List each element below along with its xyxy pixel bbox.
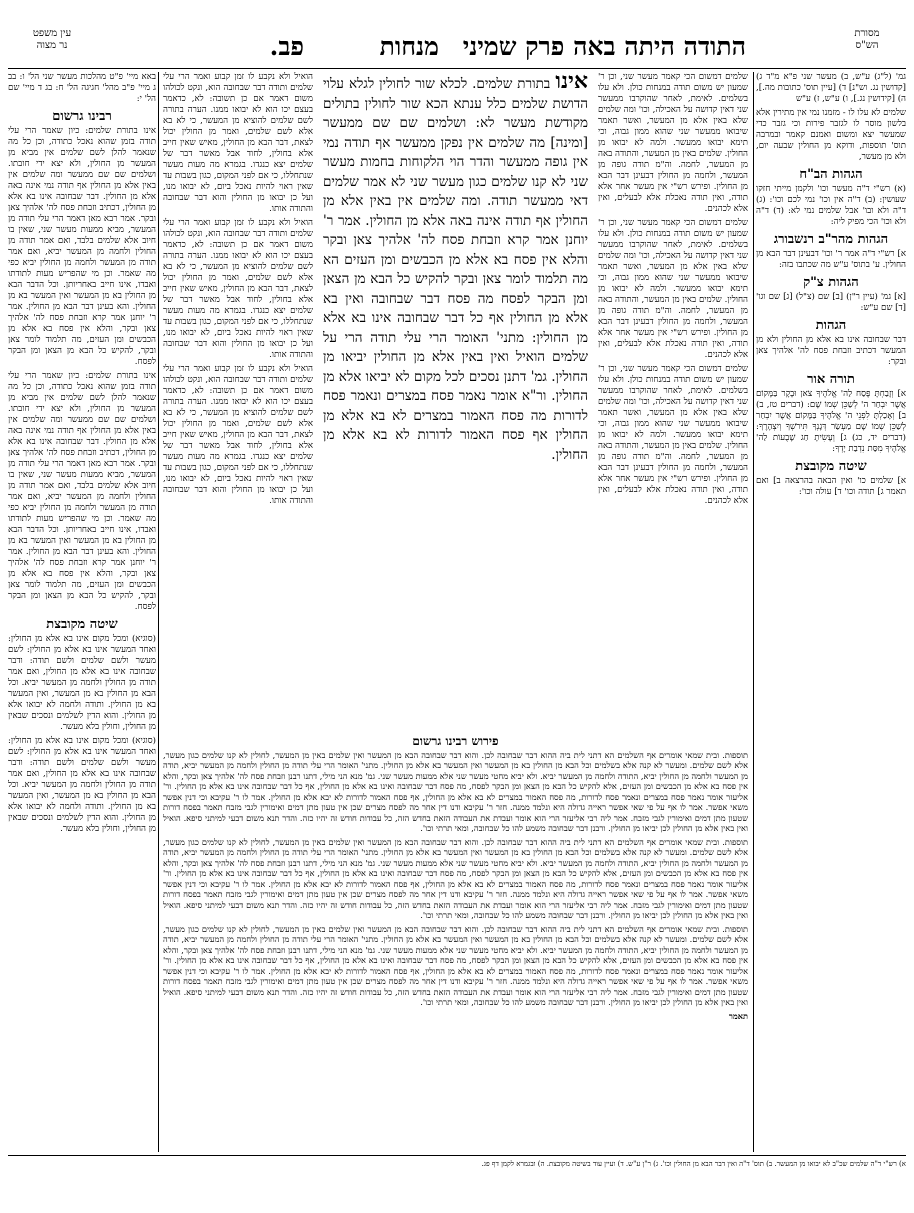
section-body: א] שלמים כו' ואין הבאה בהרצאה ב] ואם תאמר ג] תודה וכו' ד] עולה וכו':: [756, 476, 906, 497]
tractate-title: מנחות: [379, 32, 439, 61]
footnotes: א) רש"י ד"ה שלמים שכ"ב לא יבואו מן המעשר. ב) תוס' ד"ה ואין דבר הבא מן החולין וכו'. ג) ר"ן ע"ש. ד) ועיין עוד בשיטה מקובצת. ה) ובגמרא לקמן דף פג.: [481, 1160, 906, 1168]
header-label: עין משפט: [32, 28, 72, 39]
bottom-body: תוספות. ובית שמאי אומרים אף השלמים הא דתני לית ביה ההוא דבר שבחובה לכן. והוא דבר שבחובה הבא מן המעשר ואין שלמים באין מן המעשר, לחולין לא קנו שלמים כגון מעשר, אלא לשם שלמים. ומעשר לא קנה אלא בשלמים וכל הבא מן החולין בא מן המעשר ואין המעשר בא אלא מן החולין. מתני' האומר הרי עלי תודה מן החולין ולחמה מן המעשר יביא, תודה מן המעשר ולחמה מן החולין יביא, התודה ולחמה מן המעשר יביא. ולא יביא מחטי מעשר שני אלא ממעות מעשר שני. גמ' מנא הני מילי, דתנו רבנן וזבחת פסח לה' אלהיך צאן ובקר, והלא אין פסח בא אלא מן הכבשים ומן העזים, אלא להקיש כל הבא מן הצאן ומן הבקר לפסח, מה פסח דבר שבחובה ואינו בא אלא מן החולין, אף כל דבר שבחובה אינו בא אלא מן החולין. ור' אליעזר אומר נאמר פסח במצרים ונאמר פסח לדורות, מה פסח האמור במצרים לא בא אלא מן החולין, אף פסח האמור לדורות לא יבא אלא מן החולין. אמר לו ר' עקיבא וכי דנין אפשר משאי אפשר. אמר לו אף על פי שאי אפשר ראייה גדולה היא ונלמד ממנה. חזר ר' עקיבא ודנו דין אחר מה לפסח מצרים שכן אין טעון מתן דמים ואימורין לגבי מזבח תאמר בפסח דורות שטעון מתן דמים ואימורין לגבי מזבח. אמר ליה רבי אליעזר הרי הוא אומר ועבדת את העבודה הזאת בחדש הזה, כל עבודות חודש זה יהיו כזה. והדר תנא משום דבעי למיתני סיפא. הואיל ואין באין אלא מן החולין לכן יביאו מן החולין. ורבנן דבר שבחובה משמע להו כל שבחובה, ומאי תרתי וכו'.: [163, 749, 748, 833]
tosafot-commentary: [163, 72, 313, 722]
shita-text: (סוגיא) ומכל מקום אינו בא אלא מן החולין: ואחד המעשר אינו בא אלא מן החולין: לשם מעשר ולשם שלמים ולשם תודה: ודבר שבחובה אינו בא אלא מן החולין, ואם אמר תודה מן החולין ולחמה מן המעשר יביא. וכל הבא מן החולין בא מן המעשר, ואין המעשר בא מן החולין. ותודה ולחמה לא יבואו אלא מן החולין. והוא הדין לשלמים ונסכים שבאין מן החולין, וחולין בלא מעשר.: [8, 634, 156, 732]
section-heading: הגהות מהר"ב רנשבורג: [773, 232, 889, 247]
gemara-body: בתורת שלמים. לכלא שור לחולין לגלא עלוי הדושת שלמים כלל ענתא הכא שור לחולין בתולים מקודשת מעשר לא: ושלמים שם שם ממעשר [ומינה] מה שלמים אין נפקן ממעשר אף תודה נמי אין גופה ממעשר והדר הוי הלקוחות בחמות מעשר שני לא קנו שלמים כגון מעשר שני לא אמר שלמים דאי ממעשר תודה. ומה שלמים אין באין אלא מן החולין אף תודה אינה באה אלא מן החולין. אמר ר' יוחנן אמר קרא וזבחת פסח לה' אלהיך צאן ובקר והלא אין פסח בא אלא מן הכבשים ומן העזים הא מה תלמוד לומר צאן ובקר להקיש כל הבא מן הצאן ומן הבקר לפסח מה פסח דבר שבחובה ואין בא אלא מן החולין אף כל דבר שבחובה אינו בא אלא מן החולין: מתני' האומר הרי עלי תודה הרי על שלמים הואיל ואין באין אלא מן החולין יביאו מן החולין. גמ' דתנן נסכים לכל מקום לא יביאו אלא מן החולין. ור"א אומר נאמר פסח במצרים ונאמר פסח לדורות מה פסח האמור במצרים לא בא אלא מן החולין אף פסח האמור לדורות לא בא אלא מן החולין.: [323, 76, 588, 463]
ein-mishpat-notes: באא מיי' פ"ט מהלכות מעשר שני הל' ו: בב ג מיי' פ"ב מהל' חגיגה הל' ח: בג ד מיי' שם הל' י:: [8, 72, 156, 104]
section-heading: שיטה מקובצת: [46, 617, 118, 632]
rashi-text: שלמים דמשום הכי קאמר מעשר שני, וכן ר' שמעון יש משום תודה במנחות כולן. ולא עלו בשלמים. לאימת, לאחר שהוקרבו ממעשר שני דאין קדושה על האכילה, וכו' ומה שלמים שלא באין אלא מן המעשר, ואשר תאמר שיבואו ממעשר שני שהוא ממון גבוה, וכי תימא יבואו ממעשר. ולמה לא יבואו מן החולין. שלמים באין מן המעשר, והתודה באה מן המעשר, לחמה. וה"מ תודה גופה מן המעשר, ולחמה מן החולין דבעינן דבר הבא מן החולין. ופירש רש"י אין מעשר אחר אלא תודה, ואין תודה נאכלת אלא לבעלים, ואין אלא לכהנים.: [598, 218, 748, 360]
section-heading: הגהות הב"ח: [799, 167, 863, 182]
bottom-body: תוספות. ובית שמאי אומרים אף השלמים הא דתני לית ביה ההוא דבר שבחובה לכן. והוא דבר שבחובה הבא מן המעשר ואין שלמים באין מן המעשר, לחולין לא קנו שלמים כגון מעשר, אלא לשם שלמים. ומעשר לא קנה אלא בשלמים וכל הבא מן החולין בא מן המעשר ואין המעשר בא אלא מן החולין. מתני' האומר הרי עלי תודה מן החולין ולחמה מן המעשר יביא, תודה מן המעשר ולחמה מן החולין יביא, התודה ולחמה מן המעשר יביא. ולא יביא מחטי מעשר שני אלא ממעות מעשר שני. גמ' מנא הני מילי, דתנו רבנן וזבחת פסח לה' אלהיך צאן ובקר, והלא אין פסח בא אלא מן הכבשים ומן העזים, אלא להקיש כל הבא מן הצאן ומן הבקר לפסח, מה פסח דבר שבחובה ואינו בא אלא מן החולין, אף כל דבר שבחובה אינו בא אלא מן החולין. ור' אליעזר אומר נאמר פסח במצרים ונאמר פסח לדורות, מה פסח האמור במצרים לא בא אלא מן החולין, אף פסח האמור לדורות לא יבא אלא מן החולין. אמר לו ר' עקיבא וכי דנין אפשר משאי אפשר. אמר לו אף על פי שאי אפשר ראייה גדולה היא ונלמד ממנה. חזר ר' עקיבא ודנו דין אחר מה לפסח מצרים שכן אין טעון מתן דמים ואימורין לגבי מזבח תאמר בפסח דורות שטעון מתן דמים ואימורין לגבי מזבח. אמר ליה רבי אליעזר הרי הוא אומר ועבדת את העבודה הזאת בחדש הזה, כל עבודות חודש זה יהיו כזה. והדר תנא משום דבעי למיתני סיפא. הואיל ואין באין אלא מן החולין לכן יביאו מן החולין. ורבנן דבר שבחובה משמע להו כל שבחובה, ומאי תרתי וכו'.: [163, 923, 748, 1007]
rabbenu-gershom-text: אינו בתורת שלמים: כיון שאמר הרי עלי תודה בזמן שהוא נאכל כתודה, וכן כל מה שנאמר להלן לשם שלמים אין מביא מן המעשר מן החולין, ולא יצא ידי חובתו. ושלמים שם שם ממעשר ומה שלמים אין באין אלא מן החולין אף תודה נמי אינה באה אלא מן החולין. דבר שבחובה אינו בא אלא מן החולין, דכתיב וזבחת פסח לה' אלהיך צאן ובקר. אמר רבא מאן דאמר הרי עלי תודה מן המעשר, מביא ממעות מעשר שני, שאין בו חיוב אלא שלמים בלבד, ואם אמר תודה מן החולין ולחמה מן המעשר יביא, ואם אמר תודה מן המעשר ולחמה מן החולין יביא כפי מה שאמר. וכן מי שהפריש מעות לתודתו ואבדו, אינו חייב באחריותן. וכל הדבר הבא מן החולין בא מן המעשר ואין המעשר בא מן החולין. והא בעינן דבר הבא מן החולין. אמר ר' יוחנן אמר קרא וזבחת פסח לה' אלהיך צאן ובקר, והלא אין פסח בא אלא מן הכבשים ומן העזים, מה תלמוד לומר צאן ובקר, להקיש כל הבא מן הצאן ומן הבקר לפסח.: [8, 126, 156, 367]
section-heading: רבינו גרשום: [52, 109, 112, 124]
ein-mishpat-label: [12, 28, 92, 52]
masoret-notes: גמ' (ל"ג) ע"ש, ב) מעשר שני פ"א מ"ד ג) [קדושין נג. וש"נ] ד) [עיין תוס' כתובות מה.], ה) [קידושין נג.], ו) ע"ש, ז) ע"ש: [756, 72, 906, 104]
shita-text: (סוגיא) ומכל מקום אינו בא אלא מן החולין: ואחד המעשר אינו בא אלא מן החולין: לשם מעשר ולשם שלמים ולשם תודה: ודבר שבחובה אינו בא אלא מן החולין, ואם אמר תודה מן החולין ולחמה מן המעשר יביא. וכל הבא מן החולין בא מן המעשר, ואין המעשר בא מן החולין. ותודה ולחמה לא יבואו אלא מן החולין. והוא הדין לשלמים ונסכים שבאין מן החולין, וחולין בלא מעשר.: [8, 736, 156, 834]
tosafot-text: הואיל ולא נקבע לו זמן קבוע ואמר הרי עלי שלמים ותודה דבר שבחובה הוא, ונקט לכולהו משום דאמר אם כן תשובה: לא, כדאמר בעצם יכו הוא לא יבואו ממנו. הערה בתורה לשם שלמים להוציא מן המעשר, כי לא בא אלא לשם שלמים, ואמר מן החולין יכול לצאת, דבר הבא מן החולין, מאיש שאין חייב אלא בחולין, לחוד אבל מאשר דבר של שלמים יצא כנגדו. בגמרא מה מעות מעשר שנתחללו, כי אם לפני המקום, כגון בשבות עד שאין ראוי להיות נאכל ביום, לא יבואו מנו, ועל כן יבואו מן החולין והוא דבר שבחובה והתודה אותו.: [163, 218, 313, 360]
bottom-body: תוספות. ובית שמאי אומרים אף השלמים הא דתני לית ביה ההוא דבר שבחובה לכן. והוא דבר שבחובה הבא מן המעשר ואין שלמים באין מן המעשר, לחולין לא קנו שלמים כגון מעשר, אלא לשם שלמים. ומעשר לא קנה אלא בשלמים וכל הבא מן החולין בא מן המעשר ואין המעשר בא אלא מן החולין. מתני' האומר הרי עלי תודה מן החולין ולחמה מן המעשר יביא, תודה מן המעשר ולחמה מן החולין יביא, התודה ולחמה מן המעשר יביא. ולא יביא מחטי מעשר שני אלא ממעות מעשר שני. גמ' מנא הני מילי, דתנו רבנן וזבחת פסח לה' אלהיך צאן ובקר, והלא אין פסח בא אלא מן הכבשים ומן העזים, אלא להקיש כל הבא מן הצאן ומן הבקר לפסח, מה פסח דבר שבחובה ואינו בא אלא מן החולין, אף כל דבר שבחובה אינו בא אלא מן החולין. ור' אליעזר אומר נאמר פסח במצרים ונאמר פסח לדורות, מה פסח האמור במצרים לא בא אלא מן החולין, אף פסח האמור לדורות לא יבא אלא מן החולין. אמר לו ר' עקיבא וכי דנין אפשר משאי אפשר. אמר לו אף על פי שאי אפשר ראייה גדולה היא ונלמד ממנה. חזר ר' עקיבא ודנו דין אחר מה לפסח מצרים שכן אין טעון מתן דמים ואימורין לגבי מזבח תאמר בפסח דורות שטעון מתן דמים ואימורין לגבי מזבח. אמר ליה רבי אליעזר הרי הוא אומר ועבדת את העבודה הזאת בחדש הזה, כל עבודות חודש זה יהיו כזה. והדר תנא משום דבעי למיתני סיפא. הואיל ואין באין אלא מן החולין לכן יביאו מן החולין. ורבנן דבר שבחובה משמע להו כל שבחובה, ומאי תרתי וכו'.: [163, 836, 748, 920]
rashi-commentary: [598, 72, 748, 722]
gemara-text: [323, 72, 588, 722]
masoret-hashas-label: [832, 28, 902, 52]
section-heading: הגהות: [815, 318, 847, 333]
tosafot-text: הואיל ולא נקבע לו זמן קבוע ואמר הרי עלי שלמים ותודה דבר שבחובה הוא, ונקט לכולהו משום דאמר אם כן תשובה: לא, כדאמר בעצם יכו הוא לא יבואו ממנו. הערה בתורה לשם שלמים להוציא מן המעשר, כי לא בא אלא לשם שלמים, ואמר מן החולין יכול לצאת, דבר הבא מן החולין, מאיש שאין חייב אלא בחולין, לחוד אבל מאשר דבר של שלמים יצא כנגדו. בגמרא מה מעות מעשר שנתחללו, כי אם לפני המקום, כגון בשבות עד שאין ראוי להיות נאכל ביום, לא יבואו מנו, ועל כן יבואו מן החולין והוא דבר שבחובה והתודה אותו.: [163, 364, 313, 506]
column-divider: [753, 72, 754, 1152]
section-heading: שיטה מקובצת: [795, 459, 867, 474]
rashi-text: שלמים דמשום הכי קאמר מעשר שני, וכן ר' שמעון יש משום תודה במנחות כולן. ולא עלו בשלמים. לאימת, לאחר שהוקרבו ממעשר שני דאין קדושה על האכילה, וכו' ומה שלמים שלא באין אלא מן המעשר, ואשר תאמר שיבואו ממעשר שני שהוא ממון גבוה, וכי תימא יבואו ממעשר. ולמה לא יבואו מן החולין. שלמים באין מן המעשר, והתודה באה מן המעשר, לחמה. וה"מ תודה גופה מן המעשר, ולחמה מן החולין דבעינן דבר הבא מן החולין. ופירש רש"י אין מעשר אחר אלא תודה, ואין תודה נאכלת אלא לבעלים, ואין אלא לכהנים.: [598, 364, 748, 506]
page-header: [0, 28, 914, 68]
main-text-block: [163, 72, 748, 722]
bottom-heading: פירוש רבינו גרשום: [412, 734, 499, 748]
section-body: [א] גמ' (עיין ר"ן) [ב] שם (צ"ל) [ג] שם וגו' [ד] שם ע"ש:: [756, 292, 906, 313]
rashi-text: שלמים דמשום הכי קאמר מעשר שני, וכן ר' שמעון יש משום תודה במנחות כולן. ולא עלו בשלמים. לאימת, לאחר שהוקרבו ממעשר שני דאין קדושה על האכילה, וכו' ומה שלמים שלא באין אלא מן המעשר, ואשר תאמר שיבואו ממעשר שני שהוא ממון גבוה, וכי תימא יבואו ממעשר. ולמה לא יבואו מן החולין. שלמים באין מן המעשר, והתודה באה מן המעשר, לחמה. וה"מ תודה גופה מן המעשר, ולחמה מן החולין דבעינן דבר הבא מן החולין. ופירש רש"י אין מעשר אחר אלא תודה, ואין תודה נאכלת אלא לבעלים, ואין אלא לכהנים.: [598, 72, 748, 214]
section-body: (א) רש"י ד"ה מעשר וכו' ולקמן מייתי חזקו שעושין: (ב) ד"ה אין וכו' נמי לכם וכו': (ג) ד"ה ולא ובו' אבל שלמים נמי לא: (ד) ד"ה ולא וכו' הכי מפיק ליה:: [756, 184, 906, 227]
header-rule: [8, 68, 906, 69]
opening-word: אינו: [555, 72, 588, 94]
chapter-title: התודה היתה באה פרק שמיני: [462, 32, 746, 61]
folio-number: פב.: [269, 32, 304, 61]
torah-or-body: א] וְזָבַחְתָּ פֶּסַח לַה' אֱלֹהֶיךָ צֹאן וּבָקָר בַּמָּקוֹם אֲשֶׁר יִבְחַר ה' לְשַׁכֵּן שְׁמוֹ שָׁם: (דברים טז, ב) ב] וְאָכַלְתָּ לִפְנֵי ה' אֱלֹהֶיךָ בַּמָּקוֹם אֲשֶׁר יִבְחַר לְשַׁכֵּן שְׁמוֹ שָׁם מַעְשַׂר דְּגָנְךָ תִּירֹשְׁךָ וְיִצְהָרֶךָ: (דברים יד, כג) ג] וְעָשִׂיתָ חַג שָׁבֻעוֹת לַה' אֱלֹהֶיךָ מִסַּת נִדְבַת יָדְךָ:: [756, 389, 906, 454]
section-body: א] רש"י ד"ה אמר ר' וכו' דבעינן דבר הבא מן החולין. ע' בתוס' ע"ש מה שכתבו בזה:: [756, 249, 906, 270]
footer-rule: [8, 1155, 906, 1156]
tosafot-text: הואיל ולא נקבע לו זמן קבוע ואמר הרי עלי שלמים ותודה דבר שבחובה הוא, ונקט לכולהו משום דאמר אם כן תשובה: לא, כדאמר בעצם יכו הוא לא יבואו ממנו. הערה בתורה לשם שלמים להוציא מן המעשר, כי לא בא אלא לשם שלמים, ואמר מן החולין יכול לצאת, דבר הבא מן החולין, מאיש שאין חייב אלא בחולין, לחוד אבל מאשר דבר של שלמים יצא כנגדו. בגמרא מה מעות מעשר שנתחללו, כי אם לפני המקום, כגון בשבות עד שאין ראוי להיות נאכל ביום, לא יבואו מנו, ועל כן יבואו מן החולין והוא דבר שבחובה והתודה אותו.: [163, 72, 313, 214]
header-label: מסורת: [854, 28, 880, 39]
section-body: דבר שבחובה אינו בא אלא מן החולין ולא מן המעשר דכתיב וזבחת פסח לה' אלהיך צאן ובקר:: [756, 335, 906, 367]
right-margin-column: [756, 72, 906, 1152]
column-divider: [158, 72, 159, 1152]
rabbenu-gershom-text: אינו בתורת שלמים: כיון שאמר הרי עלי תודה בזמן שהוא נאכל כתודה, וכן כל מה שנאמר להלן לשם שלמים אין מביא מן המעשר מן החולין, ולא יצא ידי חובתו. ושלמים שם שם ממעשר ומה שלמים אין באין אלא מן החולין אף תודה נמי אינה באה אלא מן החולין. דבר שבחובה אינו בא אלא מן החולין, דכתיב וזבחת פסח לה' אלהיך צאן ובקר. אמר רבא מאן דאמר הרי עלי תודה מן המעשר, מביא ממעות מעשר שני, שאין בו חיוב אלא שלמים בלבד, ואם אמר תודה מן החולין ולחמה מן המעשר יביא, ואם אמר תודה מן המעשר ולחמה מן החולין יביא כפי מה שאמר. וכן מי שהפריש מעות לתודתו ואבדו, אינו חייב באחריותן. וכל הדבר הבא מן החולין בא מן המעשר ואין המעשר בא מן החולין. והא בעינן דבר הבא מן החולין. אמר ר' יוחנן אמר קרא וזבחת פסח לה' אלהיך צאן ובקר, והלא אין פסח בא אלא מן הכבשים ומן העזים, מה תלמוד לומר צאן ובקר, להקיש כל הבא מן הצאן ומן הבקר לפסח.: [8, 371, 156, 612]
header-label: נר מצוה: [36, 40, 68, 51]
section-heading: הגהות צ"ק: [803, 275, 859, 290]
left-margin-column: [8, 72, 156, 1152]
margin-commentary: שלמים לא עלו לו - מזמנו נמי אין מתירין אלא בלשון מוסר לו לגזבר פירות וכי גזבר כדי שמעשר יצא ומשום ואמנם קאמר ובמרבה תוס' תוספות, ודוקא מן החולין שבעה יום, ולא מן מעשר,: [756, 108, 906, 162]
section-heading: תורה אור: [807, 372, 855, 387]
bottom-commentary: [163, 730, 748, 1152]
header-label: הש"ס: [855, 40, 879, 51]
bottom-end-word: תאמר: [728, 1010, 748, 1021]
